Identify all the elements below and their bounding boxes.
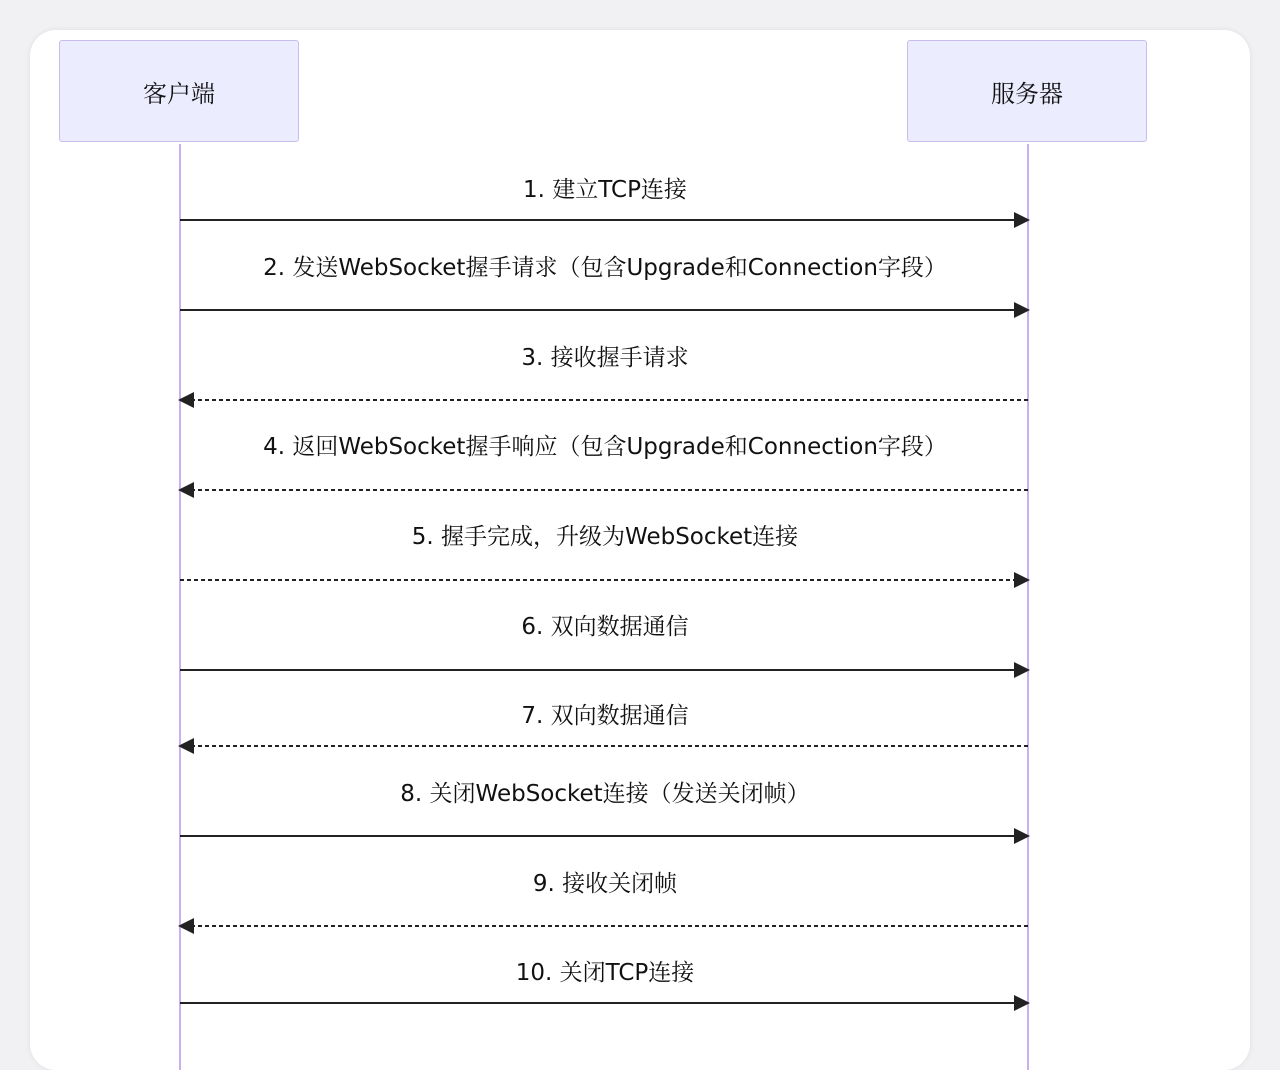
message-arrowhead	[178, 482, 194, 498]
message-label: 3. 接收握手请求	[521, 345, 689, 371]
message-arrowhead	[1014, 995, 1030, 1011]
message-arrowhead	[178, 392, 194, 408]
sequence-diagram	[30, 30, 1250, 1070]
message-arrowhead	[178, 738, 194, 754]
message-label: 9. 接收关闭帧	[532, 871, 678, 897]
message-arrowhead	[1014, 302, 1030, 318]
message-label: 4. 返回WebSocket握手响应（包含Upgrade和Connection字段）	[263, 434, 947, 460]
message-label: 8. 关闭WebSocket连接（发送关闭帧）	[400, 781, 810, 807]
message-label: 10. 关闭TCP连接	[515, 960, 695, 986]
message-arrowhead	[178, 918, 194, 934]
message-label: 1. 建立TCP连接	[523, 177, 687, 203]
message-label: 7. 双向数据通信	[521, 703, 689, 729]
message-label: 5. 握手完成，升级为WebSocket连接	[411, 524, 799, 550]
message-arrowhead	[1014, 572, 1030, 588]
message-arrowhead	[1014, 662, 1030, 678]
message-label: 6. 双向数据通信	[521, 614, 689, 640]
actor-server-label: 服务器	[991, 79, 1063, 108]
message-arrowhead	[1014, 212, 1030, 228]
message-arrowhead	[1014, 828, 1030, 844]
message-label: 2. 发送WebSocket握手请求（包含Upgrade和Connection字段）	[263, 255, 947, 281]
actor-client-label: 客户端	[143, 79, 215, 108]
message-arrows	[30, 30, 1250, 1070]
